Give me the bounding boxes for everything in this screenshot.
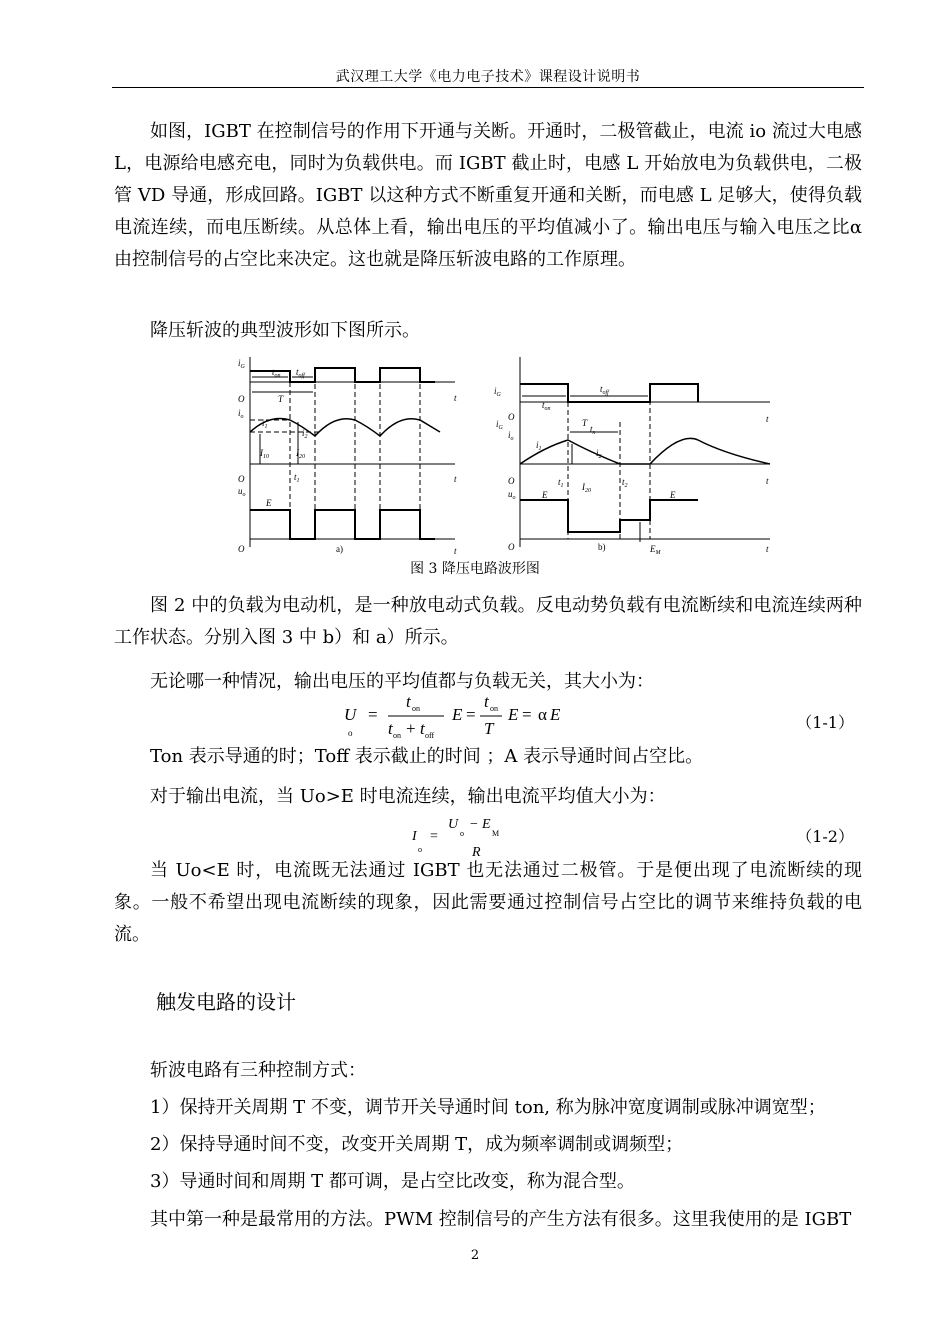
svg-text:E: E xyxy=(452,705,463,724)
svg-text:off: off xyxy=(425,731,435,740)
label-a-O1: O xyxy=(238,394,245,404)
equation-1-1-number: （1-1） xyxy=(796,713,854,732)
label-b-T: T xyxy=(582,418,588,428)
svg-text:−: − xyxy=(470,817,478,832)
svg-text:o: o xyxy=(418,845,422,854)
svg-text:t: t xyxy=(484,692,489,711)
paragraph-ton-toff-definition: Ton 表示导通的时；Toff 表示截止的时间 ；A 表示导通时间占空比。 xyxy=(150,746,704,767)
label-a-O2: O xyxy=(238,474,245,484)
svg-text:E: E xyxy=(550,705,561,724)
label-a-toff: $t_{off}$ xyxy=(296,367,305,379)
svg-text:=: = xyxy=(522,705,532,724)
figure-a-current-waveform xyxy=(250,419,440,437)
label-b-toff: $t_{off}$ xyxy=(600,384,609,396)
label-b-t3: t xyxy=(766,544,769,554)
label-a-io: $i_o$ xyxy=(238,408,244,420)
paragraph-current-intro: 对于输出电流，当 Uo>E 时电流连续，输出电流平均值大小为： xyxy=(150,786,666,807)
label-a-E: E xyxy=(266,498,272,508)
label-a-uo: $u_o$ xyxy=(238,486,246,498)
figure-a-voltage-waveform xyxy=(250,510,435,539)
label-b-EM: $E_M$ xyxy=(650,544,661,556)
label-b-io: $i_o$ xyxy=(508,430,514,442)
label-b-t2: t xyxy=(766,476,769,486)
svg-text:+: + xyxy=(406,719,416,738)
label-b-t1mark: $t_1$ xyxy=(558,477,564,489)
label-a-T: T xyxy=(278,394,284,404)
svg-text:t: t xyxy=(388,719,393,738)
figure-b-axes xyxy=(520,357,770,547)
equation-1-1 xyxy=(340,692,580,742)
list-item-1: 1）保持开关周期 T 不变，调节开关导通时间 ton, 称为脉冲宽度调制或脉冲调宽型； xyxy=(150,1097,826,1118)
label-b-E1: E xyxy=(542,490,548,500)
header-rule xyxy=(112,87,864,88)
label-a-i1: $i_1$ xyxy=(262,418,268,430)
label-a-t1mark: $t_1$ xyxy=(294,472,300,484)
label-a-i2: $i_2$ xyxy=(302,428,308,440)
label-b-caption: b) xyxy=(598,542,606,552)
page-number: 2 xyxy=(470,1248,480,1263)
label-a-t1: t xyxy=(454,393,457,403)
equation-1-2-number: （1-2） xyxy=(796,827,854,846)
svg-text:I: I xyxy=(412,829,417,844)
svg-text:on: on xyxy=(393,731,401,740)
label-b-t1: t xyxy=(766,414,769,424)
label-a-t2: t xyxy=(454,474,457,484)
svg-text:M: M xyxy=(492,829,500,838)
svg-text:=: = xyxy=(430,829,438,844)
label-a-O3: O xyxy=(238,544,245,554)
svg-text:on: on xyxy=(412,704,420,713)
svg-text:o: o xyxy=(348,728,353,738)
svg-text:=: = xyxy=(466,705,476,724)
paragraph-pwm-method: 其中第一种是最常用的方法。PWM 控制信号的产生方法有很多。这里我使用的是 IGBT xyxy=(150,1209,852,1230)
paragraph-control-methods-intro: 斩波电路有三种控制方式： xyxy=(150,1060,366,1081)
label-b-O1: O xyxy=(508,412,515,422)
svg-text:E: E xyxy=(482,817,491,832)
figure-b-voltage-waveform xyxy=(520,500,698,532)
paragraph-discontinuous-current: 当 Uo<E 时，电流既无法通过 IGBT 也无法通过二极管。于是便出现了电流断续的现象。一般不希望出现电流断续的现象，因此需要通过控制信号占空比的调节来维持负载的电流。 xyxy=(114,860,862,945)
label-b-O3: O xyxy=(508,542,515,552)
label-a-I10: $I_{10}$ xyxy=(260,448,269,460)
figure-caption: 图 3 降压电路波形图 xyxy=(410,561,540,577)
svg-text:U: U xyxy=(448,817,459,832)
paragraph-load-description: 图 2 中的负载为电动机，是一种放电动式负载。反电动势负载有电流断续和电流连续两种工作状态。分别入图 3 中 b）和 a）所示。 xyxy=(114,595,862,648)
label-a-t3: t xyxy=(454,546,457,556)
paragraph-voltage-intro: 无论哪一种情况，输出电压的平均值都与负载无关，其大小为： xyxy=(150,671,654,692)
svg-text:E: E xyxy=(508,705,519,724)
label-b-I20: $I_{20}$ xyxy=(582,482,591,494)
label-a-iG: $i_G$ xyxy=(238,358,245,370)
section-heading: 触发电路的设计 xyxy=(156,990,296,1014)
svg-text:T: T xyxy=(484,719,494,738)
label-b-iG: $i_G$ xyxy=(494,386,501,398)
svg-text:α: α xyxy=(538,705,547,724)
label-b-ton: $t_{on}$ xyxy=(542,400,551,412)
page-header-title: 武汉理工大学《电力电子技术》课程设计说明书 xyxy=(335,69,641,85)
label-a-I20: $I_{20}$ xyxy=(296,448,305,460)
label-b-E2: E xyxy=(670,490,676,500)
list-item-3: 3）导通时间和周期 T 都可调，是占空比改变，称为混合型。 xyxy=(150,1171,635,1192)
label-b-i2: $i_2$ xyxy=(596,448,602,460)
svg-text:R: R xyxy=(472,845,481,860)
label-b-iG2: $i_G$ xyxy=(496,419,503,431)
list-item-2: 2）保持导通时间不变，改变开关周期 T，成为频率调制或调频型； xyxy=(150,1134,684,1155)
svg-text:on: on xyxy=(490,704,498,713)
figure-b-gate-pulses xyxy=(520,384,698,402)
label-b-t2mark: $t_2$ xyxy=(622,477,628,489)
svg-text:t: t xyxy=(420,719,425,738)
label-b-tx: $t_x$ xyxy=(590,424,596,436)
svg-text:U: U xyxy=(344,705,357,724)
paragraph-waveform-intro: 降压斩波的典型波形如下图所示。 xyxy=(150,320,420,341)
svg-text:=: = xyxy=(368,705,378,724)
label-b-i1: $i_1$ xyxy=(536,440,542,452)
figure-a-axes xyxy=(250,357,455,547)
waveform-figure xyxy=(230,352,790,557)
label-a-ton: $t_{on}$ xyxy=(272,367,281,379)
label-a-caption: a) xyxy=(336,544,343,554)
paragraph-working-principle: 如图，IGBT 在控制信号的作用下开通与关断。开通时，二极管截止，电流 io 流过大电感 L，电源给电感充电，同时为负载供电。而 IGBT 截止时，电感 L 开始放电为负载供电，二极管 VD 导通，形成回路。IGBT 以这种方式不断重复开通和关断，而电感 L 足够大，使得负载电流连续，而电压断续。从总体上看，输出电压的平均值减小了。输出电压与输入电压之比α 由控制信号的占空比来决定。这也就是降压斩波电路的工作原理。 xyxy=(114,121,862,270)
figure-b-current-waveform xyxy=(520,438,770,464)
label-b-uo: $u_o$ xyxy=(508,489,516,501)
label-b-O2: O xyxy=(508,476,515,486)
svg-text:o: o xyxy=(460,829,464,838)
svg-text:t: t xyxy=(406,692,411,711)
